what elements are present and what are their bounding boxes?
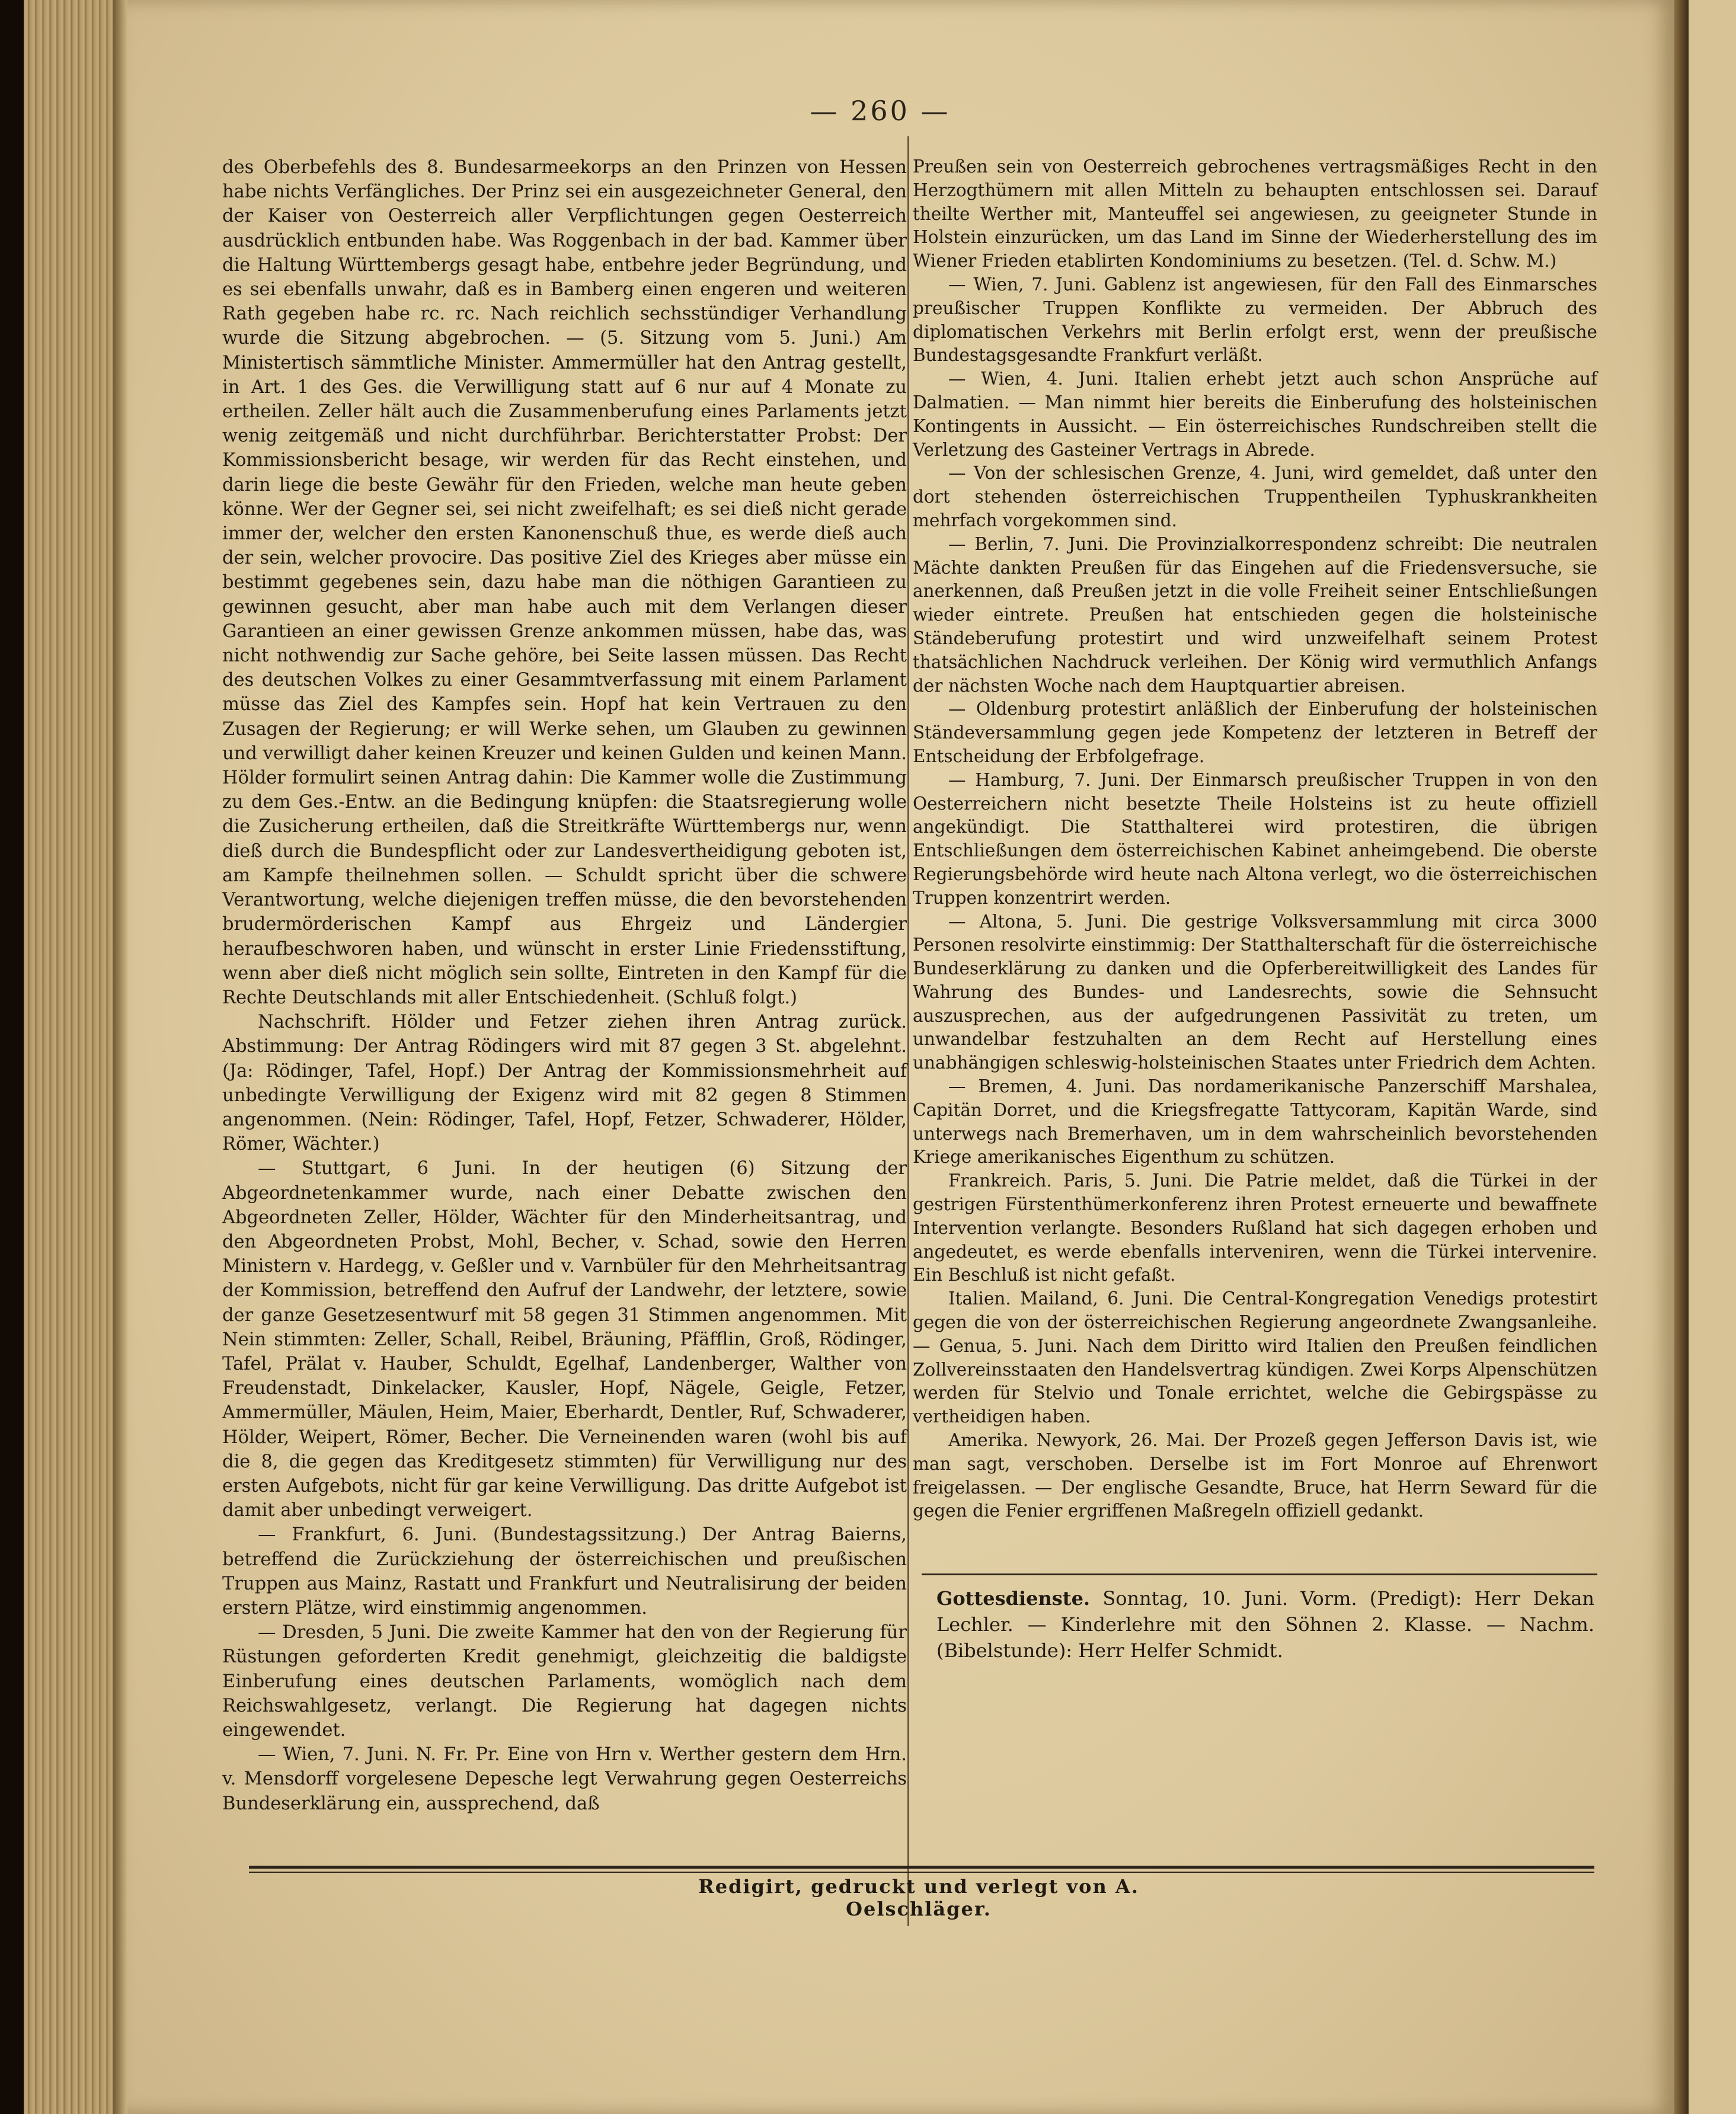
article-paragraph: — Stuttgart, 6 Juni. In der heutigen (6) Sitzung der Abgeordnetenkammer wurde, nach einer Debatte zwischen den Abgeordneten Zeller, Hölder, Wächter für den Minderheitsantrag, und den Abgeordneten Probst, Mohl, Becher, v. Schad, sowie den Herren Ministern v. Hardegg, v. Geßler und v. Varnbüler für den Mehrheitsantrag der Kommission, betreffend den Aufruf der Landwehr, der letztere, sowie der ganze Gesetzesentwurf mit 58 gegen 31 Stimmen angenommen. Mit Nein stimmten: Zeller, Schall, Reibel, Bräuning, Pfäfflin, Groß, Rödinger, Tafel, Prälat v. Hauber, Schuldt, Egelhaf, Landenberger, Walther von Freudenstadt, Dinkelacker, Kausler, Hopf, Nägele, Geigle, Fetzer, Ammermüller, Mäulen, Heim, Maier, Eberhardt, Dentler, Ruf, Schwaderer, Hölder, Weipert, Römer, Becher. Die Verneinenden waren (wohl bis auf die 8, die gegen das Kreditgesetz stimmten) für Verwilligung nur des ersten Aufgebots, nicht für gar keine Verwilligung. Das dritte Aufgebot ist damit aber unbedingt verweigert. (222, 1158, 907, 1521)
article-paragraph: Frankreich. Paris, 5. Juni. Die Patrie meldet, daß die Türkei in der gestrigen Fürstenthümerkonferenz ihren Protest erneuerte und bewaffnete Intervention verlangte. Besonders Rußland hat sich dagegen erhoben und angedeutet, es werde ebenfalls interveniren, wenn die Türkei intervenire. Ein Beschluß ist nicht gefaßt. (913, 1170, 1597, 1285)
book-gutter (1674, 0, 1689, 2114)
bottom-rule-thin (249, 1872, 1594, 1873)
right-column (913, 155, 1597, 1523)
facing-page-sliver (1689, 0, 1736, 2114)
article-paragraph: Amerika. Newyork, 26. Mai. Der Prozeß gegen Jefferson Davis ist, wie man sagt, verschoben. Derselbe ist im Fort Monroe auf Ehrenwort freigelassen. — Der englische Gesandte, Bruce, hat Herrn Seward für die gegen die Fenier ergriffenen Maßregeln offiziell gedankt. (913, 1430, 1597, 1521)
article-paragraph: — Bremen, 4. Juni. Das nordamerikanische Panzerschiff Marshalea, Capitän Dorret, und die Kriegsfregatte Tattycoram, Kapitän Warde, sind unterwegs nach Bremerhaven, um in dem wahrscheinlich bevorstehenden Kriege amerikanisches Eigenthum zu schützen. (913, 1076, 1597, 1168)
article-paragraph: — Altona, 5. Juni. Die gestrige Volksversammlung mit circa 3000 Personen resolvirte einstimmig: Der Statthalterschaft für die österreichische Bundeserklärung zu danken und die Opferbereitwilligkeit des Landes für Wahrung des Bundes- und Landesrechts, sowie die Sehnsucht auszusprechen, aus der aufgedrungenen Passivität zu treten, um unwandelbar festzuhalten an dem Recht auf Herstellung eines unabhängigen schleswig-holsteinischen Staates unter Friedrich dem Achten. (913, 911, 1597, 1073)
book-edge-dark (0, 0, 24, 2114)
notice-text: Sonntag, 10. Juni. Vorm. (Predigt): Herr Dekan Lechler. — Kinderlehre mit den Söhnen 2. Klasse. — Nachm. (Bibelstunde): Herr Helfer Schmidt. (936, 1587, 1595, 1662)
article-paragraph: — Von der schlesischen Grenze, 4. Juni, wird gemeldet, daß unter den dort stehenden österreichischen Truppentheilen Typhuskrankheiten mehrfach vorgekommen sind. (913, 463, 1597, 530)
article-paragraph: — Hamburg, 7. Juni. Der Einmarsch preußischer Truppen in von den Oesterreichern nicht besetzte Theile Holsteins ist zu heute offiziell angekündigt. Die Statthalterei wird protestiren, die übrigen Entschließungen dem österreichischen Kabinet anheimgebend. Die oberste Regierungsbehörde wird heute nach Altona verlegt, wo die österreichischen Truppen konzentrirt werden. (913, 769, 1597, 908)
article-paragraph: Italien. Mailand, 6. Juni. Die Central-Kongregation Venedigs protestirt gegen die von der österreichischen Regierung angeordnete Zwangsanleihe. — Genua, 5. Juni. Nach dem Diritto wird Italien den Preußen feindlichen Zollvereinsstaaten den Handelsvertrag kündigen. Zwei Korps Alpenschützen werden für Stelvio und Tonale errichtet, welche die Gebirgspässe zu vertheidigen haben. (913, 1288, 1597, 1427)
page-number: — 260 — (810, 95, 951, 127)
article-paragraph: — Frankfurt, 6. Juni. (Bundestagssitzung.) Der Antrag Baierns, betreffend die Zurückziehung der österreichischen und preußischen Truppen aus Mainz, Rastatt und Frankfurt und Neutralisirung der beiden erstern Plätze, wird einstimmig angenommen. (222, 1524, 907, 1619)
article-paragraph: — Wien, 7. Juni. N. Fr. Pr. Eine von Hrn v. Werther gestern dem Hrn. v. Mensdorff vorgelesene Depesche legt Verwahrung gegen Oesterreichs Bundeserklärung ein, aussprechend, daß (222, 1744, 907, 1814)
left-column (222, 155, 907, 1816)
article-paragraph: — Wien, 4. Juni. Italien erhebt jetzt auch schon Ansprüche auf Dalmatien. — Man nimmt hier bereits die Einberufung des holsteinischen Kontingents in Aussicht. — Ein österreichisches Rundschreiben stellt die Verletzung des Gasteiner Vertrags in Abrede. (913, 369, 1597, 460)
article-paragraph: Nachschrift. Hölder und Fetzer ziehen ihren Antrag zurück. Abstimmung: Der Antrag Rödingers wird mit 87 gegen 3 St. abgelehnt. (Ja: Rödinger, Tafel, Hopf.) Der Antrag der Kommissionsmehrheit auf unbedingte Verwilligung der Exigenz wird mit 82 gegen 8 Stimmen angenommen. (Nein: Rödinger, Tafel, Hopf, Fetzer, Schwaderer, Hölder, Römer, Wächter.) (222, 1012, 907, 1155)
binding-shadow (113, 0, 127, 2114)
church-service-notice (936, 1585, 1594, 1664)
article-paragraph: — Berlin, 7. Juni. Die Provinzialkorrespondenz schreibt: Die neutralen Mächte dankten Preußen für das Eingehen auf die Friedensversuche, sie anerkennen, daß Preußen jetzt in die volle Freiheit seiner Entschließungen wieder eintrete. Preußen hat entschieden gegen die holsteinische Ständeberufung protestirt und wird unzweifelhaft seinem Protest thatsächlichen Nachdruck verleihen. Der König wird vermuthlich Anfangs der nächsten Woche nach dem Hauptquartier abreisen. (913, 533, 1597, 696)
article-paragraph: Preußen sein von Oesterreich gebrochenes vertragsmäßiges Recht in den Herzogthümern mit allen Mitteln zu behaupten entschlossen sei. Darauf theilte Werther mit, Manteuffel sei angewiesen, zu geeigneter Stunde in Holstein einzurücken, um das Land im Sinne der Wiederherstellung des im Wiener Frieden etablirten Kondominiums zu besetzen. (Tel. d. Schw. M.) (913, 156, 1597, 271)
notice-rule (922, 1573, 1597, 1575)
notice-heading: Gottesdienste. (936, 1587, 1091, 1610)
article-paragraph: — Dresden, 5 Juni. Die zweite Kammer hat den von der Regierung für Rüstungen geforderten Kredit genehmigt, gleichzeitig die baldigste Einberufung eines deutschen Parlaments, womöglich nach dem Reichswahlgesetz, verlangt. Die Regierung hat dagegen nichts eingewendet. (222, 1622, 907, 1741)
article-paragraph: des Oberbefehls des 8. Bundesarmeekorps an den Prinzen von Hessen habe nichts Verfängliches. Der Prinz sei ein ausgezeichneter General, den der Kaiser von Oesterreich aller Verpflichtungen gegen Oesterreich ausdrücklich entbunden habe. Was Roggenbach in der bad. Kammer über die Haltung Württembergs gesagt habe, entbehre jeder Begründung, und es sei ebenfalls unwahr, daß es in Bamberg einen engeren und weiteren Rath gegeben habe rc. rc. Nach reichlich sechsstündiger Verhandlung wurde die Sitzung abgebrochen. — (5. Sitzung vom 5. Juni.) Am Ministertisch sämmtliche Minister. Ammermüller hat den Antrag gestellt, in Art. 1 des Ges. die Verwilligung statt auf 6 nur auf 4 Monate zu ertheilen. Zeller hält auch die Zusammenberufung eines Parlaments jetzt wenig zeitgemäß und nicht durchführbar. Berichterstatter Probst: Der Kommissionsbericht besage, wir werden für das Recht einstehen, und darin liege die beste Gewähr für den Frieden, welche man heute geben könne. Wer der Gegner sei, sei nicht zweifelhaft; es sei dieß nicht gerade immer der, welcher den ersten Kanonenschuß thue, es werde dieß auch der sein, welcher provocire. Das positive Ziel des Krieges aber müsse ein bestimmt gegebenes sein, dazu habe man die nöthigen Garantieen zu gewinnen gesucht, aber man habe auch mit dem Verlangen dieser Garantieen an einer gewissen Grenze ankommen müssen, habe das, was nicht nothwendig zur Sache gehöre, bei Seite lassen müssen. Das Recht des deutschen Volkes zu einer Gesammtverfassung mit einem Parlament müsse das Ziel des Kampfes sein. Hopf hat kein Vertrauen zu den Zusagen der Regierung; er will Werke sehen, um Glauben zu gewinnen und verwilligt daher keinen Kreuzer und keinen Gulden und keinen Mann. Hölder formulirt seinen Antrag dahin: Die Kammer wolle die Zustimmung zu dem Ges.-Entw. an die Bedingung knüpfen: die Staatsregierung wolle die Zusicherung ertheilen, daß die Streitkräfte Württembergs nur, wenn dieß durch die Bundespflicht oder zur Landesvertheidigung geboten ist, am Kampfe theilnehmen sollen. — Schuldt spricht über die schwere Verantwortung, welche diejenigen treffen müsse, die den bevorstehenden brudermörderischen Kampf aus Ehrgeiz und Ländergier heraufbeschworen haben, und wünscht in erster Linie Friedensstiftung, wenn aber dieß nicht möglich sein sollte, Eintreten in den Kampf für die Rechte Deutschlands mit aller Entschiedenheit. (Schluß folgt.) (222, 157, 907, 1008)
imprint-line: Redigirt, gedruckt und verlegt von A. Oelschläger. (698, 1875, 1139, 1920)
bottom-rule (249, 1866, 1594, 1869)
column-divider (907, 136, 909, 1926)
article-paragraph: — Wien, 7. Juni. Gablenz ist angewiesen, für den Fall des Einmarsches preußischer Truppen Konflikte zu vermeiden. Der Abbruch des diplomatischen Verkehrs mit Berlin erfolgt erst, wenn der preußische Bundestagsgesandte Frankfurt verläßt. (913, 274, 1597, 366)
article-paragraph: — Oldenburg protestirt anläßlich der Einberufung der holsteinischen Ständeversammlung gegen jede Kompetenz der letzteren in Betreff der Entscheidung der Erbfolgefrage. (913, 699, 1597, 766)
book-page-edges (24, 0, 113, 2114)
